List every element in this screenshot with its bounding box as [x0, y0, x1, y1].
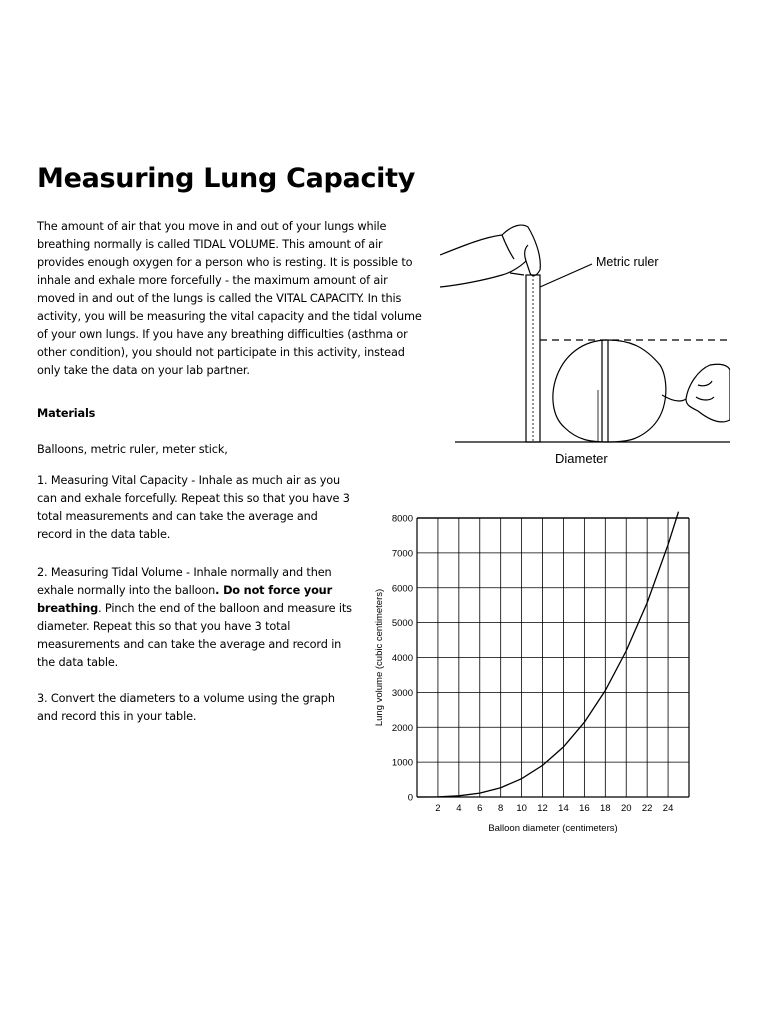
balloon-measuring-illustration	[440, 215, 730, 470]
step-2-part-2: . Pinch the end of the balloon and measure its diameter. Repeat this so that you have 3 total measurements and can take the average and record in the data table.	[37, 602, 352, 669]
y-tick-label: 2000	[391, 722, 413, 734]
x-tick-label: 14	[558, 803, 569, 814]
x-tick-label: 10	[516, 803, 527, 814]
step-2-part-1: 2. Measuring Tidal Volume - Inhale normally and then exhale normally into the balloon	[37, 566, 332, 597]
x-tick-label: 12	[537, 803, 548, 814]
x-tick-label: 8	[498, 803, 504, 814]
y-axis-label: Lung volume (cubic centimeters)	[374, 588, 385, 727]
diameter-label: Diameter	[555, 451, 608, 466]
materials-list: Balloons, metric ruler, meter stick,	[37, 443, 228, 456]
y-tick-label: 5000	[391, 618, 413, 630]
balloon-drawing	[553, 340, 666, 442]
x-tick-label: 24	[662, 803, 674, 814]
y-tick-label: 7000	[391, 548, 413, 560]
y-tick-label: 4000	[391, 653, 413, 664]
materials-heading: Materials	[37, 407, 96, 420]
x-tick-label: 22	[641, 803, 653, 814]
y-tick-label: 1000	[391, 757, 413, 769]
intro-paragraph: The amount of air that you move in and out of your lungs while breathing normally is called TIDAL VOLUME. This amount of air provides enough oxygen for a person who is resting. It is possible to inhale and exhale more forcefully - the maximum amount of air moved in and out of the lungs is called the VITAL CAPACITY. In this activity, you will be measuring the vital capacity and the tidal volume of your own lungs. If you have any breathing difficulties (asthma or other condition), you should not participate in this activity, instead only take the data on your lab partner.	[37, 220, 422, 377]
x-tick-label: 2	[435, 803, 441, 814]
chart-tick-labels	[392, 514, 674, 815]
y-tick-label: 8000	[391, 513, 413, 525]
step-1-text: 1. Measuring Vital Capacity - Inhale as much air as you can and exhale forcefully. Repeat this so that you have 3 total measurements and can take the average and record in the data table.	[37, 474, 350, 541]
x-tick-label: 6	[477, 803, 483, 814]
lung-volume-chart	[368, 500, 718, 845]
step-2-emphasis: Do not force your breathing	[37, 584, 332, 615]
step-3-text: 3. Convert the diameters to a volume using the graph and record this in your table.	[37, 692, 335, 723]
ruler-leader-line	[540, 264, 592, 287]
x-tick-label: 4	[456, 803, 462, 814]
x-tick-label: 16	[579, 803, 590, 814]
y-tick-label: 6000	[391, 583, 413, 595]
step-2-text	[37, 564, 355, 672]
step-2-dot: .	[215, 584, 224, 597]
y-tick-label: 3000	[391, 687, 413, 699]
ruler-label: Metric ruler	[596, 255, 659, 269]
page-title: Measuring Lung Capacity	[37, 163, 416, 194]
volume-curve	[417, 512, 679, 797]
x-axis-label: Balloon diameter (centimeters)	[488, 823, 618, 834]
right-hand-drawing	[686, 364, 730, 422]
y-tick-label: 0	[407, 792, 413, 804]
x-tick-label: 18	[600, 803, 611, 814]
x-tick-label: 20	[620, 803, 632, 814]
chart-grid	[417, 518, 689, 797]
